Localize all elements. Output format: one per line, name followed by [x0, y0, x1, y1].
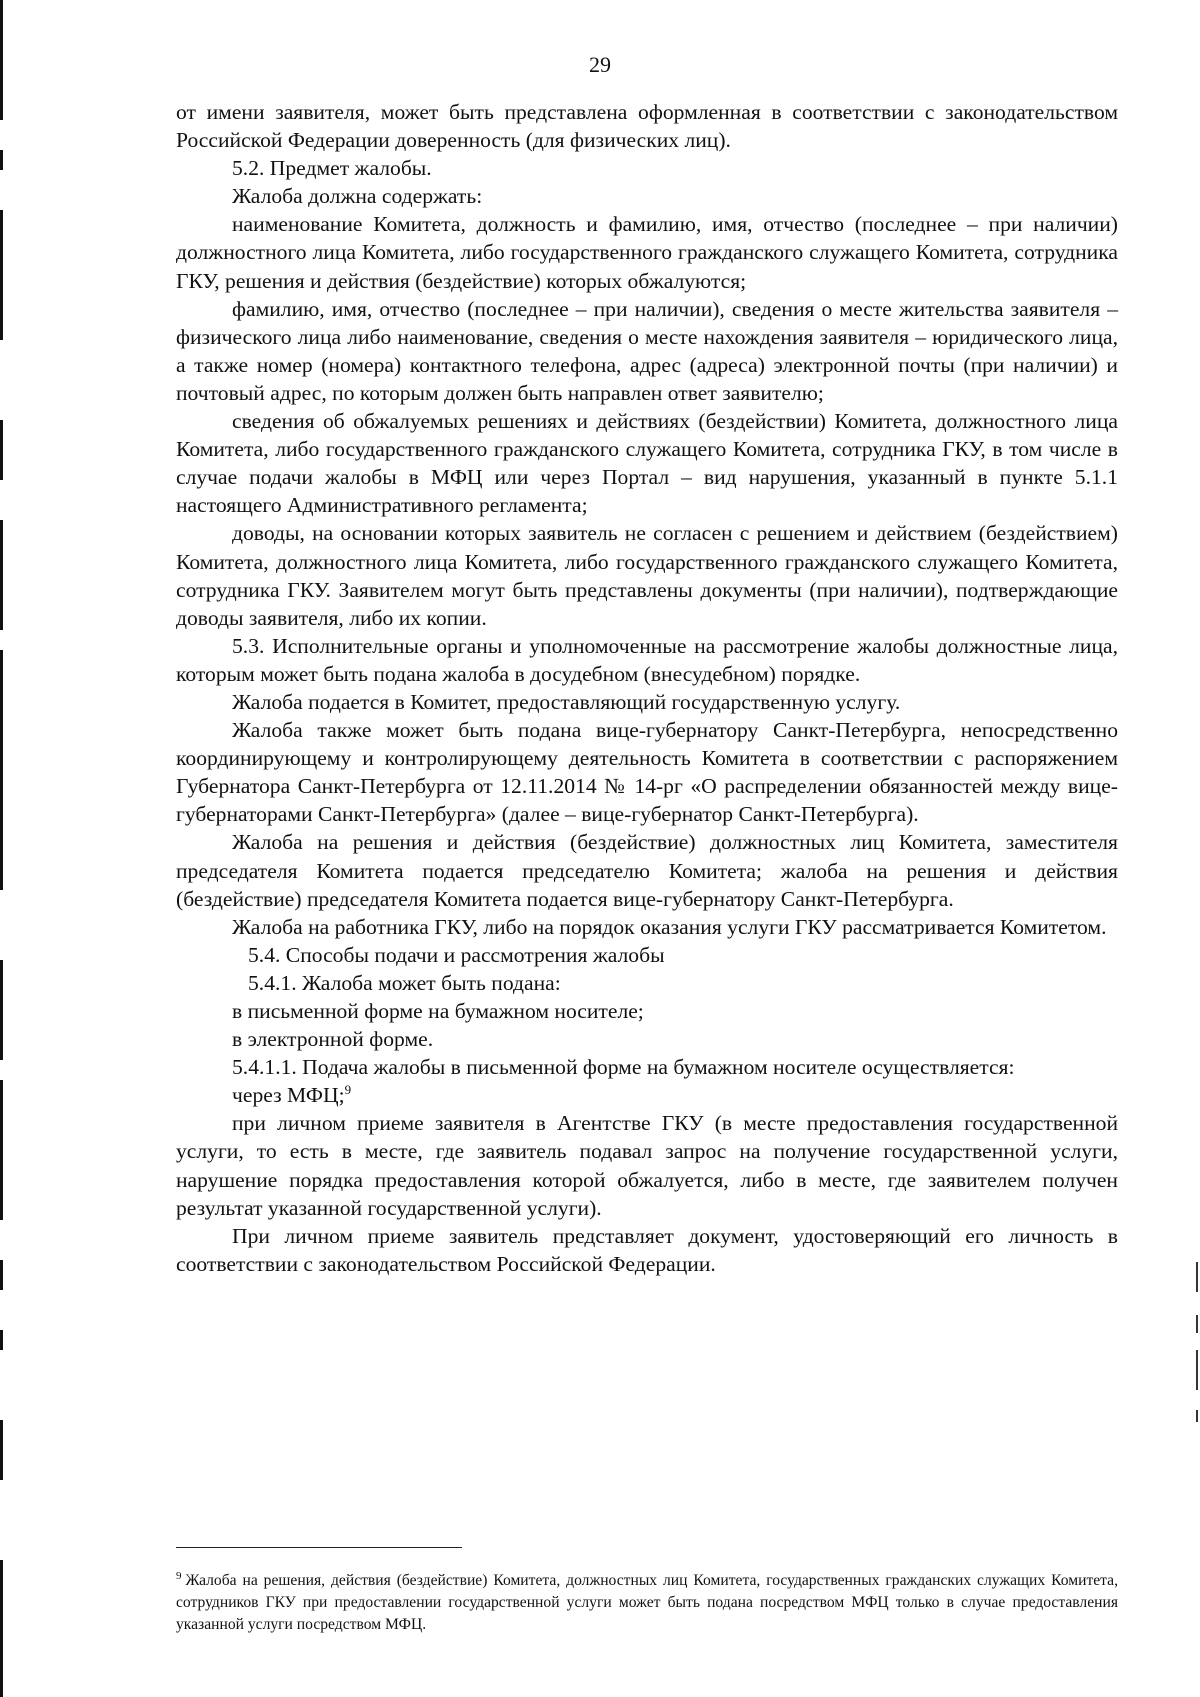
section-heading: 5.3. Исполнительные органы и уполномоченные на рассмотрение жалобы должностные лица, которым может быть подана жалоба в досудебном (внесудебном) порядке.	[176, 633, 1118, 686]
paragraph: Жалоба подается в Комитет, предоставляющий государственную услугу.	[232, 689, 901, 714]
list-item: при личном приеме заявителя в Агентстве ГКУ (в месте предоставления государственной услуги, то есть в месте, где заявитель подавал запрос на получение государственной услуги, нарушение порядка предоставления которой обжалуется, либо в месте, где заявителем получен результат указанной государственной услуги).	[176, 1111, 1118, 1220]
section-heading: 5.2. Предмет жалобы.	[232, 156, 432, 181]
list-item	[176, 1081, 1118, 1109]
footnote-mark: 9	[176, 1569, 182, 1582]
list-item: в электронной форме.	[232, 1027, 434, 1052]
paragraph: от имени заявителя, может быть представлена оформленная в соответствии с законодательством Российской Федерации доверенность (для физических лиц).	[176, 100, 1118, 153]
paragraph: Жалоба на работника ГКУ, либо на порядок оказания услуги ГКУ рассматривается Комитетом.	[232, 914, 1107, 939]
list-item: доводы, на основании которых заявитель не согласен с решением и действием (бездействием) Комитета, должностного лица Комитета, либо государственного гражданского служащего Комитета, сотрудника ГКУ. Заявителем могут быть представлены документы (при наличии), подтверждающие доводы заявителя, либо их копии.	[176, 521, 1118, 630]
footnote-divider	[176, 1547, 462, 1548]
paragraph: Жалоба на решения и действия (бездействие) должностных лиц Комитета, заместителя председателя Комитета подается председателю Комитета; жалоба на решения и действия (бездействие) председателя Комитета подается вице-губернатору Санкт-Петербурга.	[176, 830, 1118, 911]
scan-edge-artifact	[0, 0, 4, 1697]
paragraph: При личном приеме заявитель представляет документ, удостоверяющий его личность в соответствии с законодательством Российской Федерации.	[176, 1223, 1118, 1276]
paragraph: Жалоба должна содержать:	[232, 184, 483, 209]
list-item: фамилию, имя, отчество (последнее – при наличии), сведения о месте жительства заявителя – физического лица либо наименование, сведения о месте нахождения заявителя – юридического лица, а также номер (номера) контактного телефона, адрес (адреса) электронной почты (при наличии) и почтовый адрес, по которым должен быть направлен ответ заявителю;	[176, 296, 1118, 405]
page-number: 29	[589, 52, 611, 77]
paragraph-text: через МФЦ;	[232, 1083, 345, 1108]
paragraph: 5.4.1. Жалоба может быть подана:	[248, 970, 561, 995]
paragraph: Жалоба также может быть подана вице-губернатору Санкт-Петербурга, непосредственно координирующему и контролирующему деятельность Комитета в соответствии с распоряжением Губернатора Санкт-Петербурга от 12.11.2014 № 14-рг «О распределении обязанностей между вице-губернаторами Санкт-Петербурга» (далее – вице-губернатор Санкт-Петербурга).	[176, 718, 1118, 827]
footnote-text: Жалоба на решения, действия (бездействие) Комитета, должностных лиц Комитета, государственных гражданских служащих Комитета, сотрудников ГКУ при предоставлении государственной услуги может быть подана посредством МФЦ только в случае предоставления указанной услуги посредством МФЦ.	[176, 1572, 1118, 1633]
footnote	[176, 1570, 1118, 1636]
paragraph: 5.4.1.1. Подача жалобы в письменной форме на бумажном носителе осуществляется:	[232, 1055, 1015, 1080]
section-heading: 5.4. Способы подачи и рассмотрения жалобы	[248, 942, 665, 967]
list-item: наименование Комитета, должность и фамилию, имя, отчество (последнее – при наличии) должностного лица Комитета, либо государственного гражданского служащего Комитета, сотрудника ГКУ, решения и действия (бездействие) которых обжалуются;	[176, 212, 1118, 293]
list-item: в письменной форме на бумажном носителе;	[232, 999, 644, 1023]
footnote-reference[interactable]: 9	[344, 1082, 352, 1098]
document-body	[176, 98, 1118, 1278]
list-item: сведения об обжалуемых решениях и действиях (бездействии) Комитета, должностного лица Комитета, либо государственного гражданского служащего Комитета, сотрудника ГКУ, в том числе в случае подачи жалобы в МФЦ или через Портал – вид нарушения, указанный в пункте 5.1.1 настоящего Административного регламента;	[176, 409, 1118, 518]
